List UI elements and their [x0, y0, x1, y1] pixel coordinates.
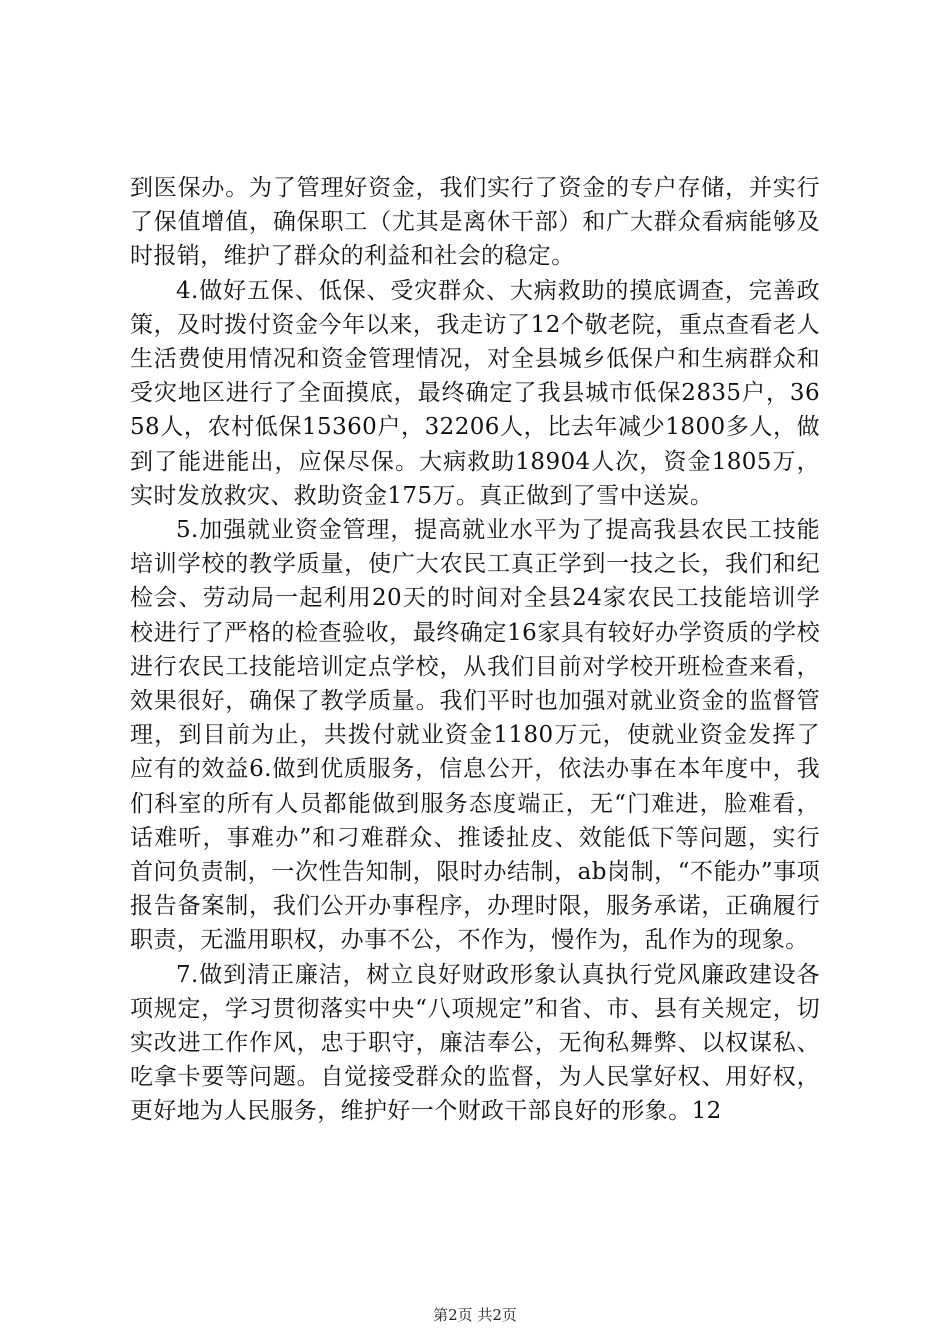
paragraph-item-7: 7.做到清正廉洁，树立良好财政形象认真执行党风廉政建设各项规定，学习贯彻落实中央“八项规定”和省、市、县有关规定，切实改进工作作风，忠于职守，廉洁奉公，无徇私舞弊、以权谋私、吃拿卡要等问题。自觉接受群众的监督，为人民掌好权、用好权，更好地为人民服务，维护好一个财政干部良好的形象。12	[130, 961, 820, 1125]
page-number-footer: 第2页 共2页	[433, 1306, 517, 1324]
paragraph-continuation: 到医保办。为了管理好资金，我们实行了资金的专户存储，并实行了保值增值，确保职工（尤其是离休干部）和广大群众看病能够及时报销，维护了群众的利益和社会的稳定。	[130, 175, 820, 270]
paragraph-item-5: 5.加强就业资金管理，提高就业水平为了提高我县农民工技能培训学校的教学质量，使广大农民工真正学到一技之长，我们和纪检会、劳动局一起利用20天的时间对全县24家农民工技能培训学校进行了严格的检查验收，最终确定16家具有较好办学资质的学校进行农民工技能培训定点学校，从我们目前对学校开班检查来看，效果很好，确保了教学质量。我们平时也加强对就业资金的监督管理，到目前为止，共拨付就业资金1180万元，使就业资金发挥了应有的效益6.做到优质服务，信息公开，依法办事在本年度中，我们科室的所有人员都能做到服务态度端正，无“门难进，脸难看，话难听，事难办”和刁难群众、推诿扯皮、效能低下等问题，实行首问负责制，一次性告知制，限时办结制，ab岗制，“不能办”事项报告备案制，我们公开办事程序，办理时限，服务承诺，正确履行职责，无滥用职权，办事不公，不作为，慢作为，乱作为的现象。	[130, 517, 820, 954]
document-body	[130, 171, 820, 1129]
paragraph-item-4: 4.做好五保、低保、受灾群众、大病救助的摸底调查，完善政策，及时拨付资金今年以来，我走访了12个敬老院，重点查看老人生活费使用情况和资金管理情况，对全县城乡低保户和生病群众和受灾地区进行了全面摸底，最终确定了我县城市低保2835户，3658人，农村低保15360户，32206人，比去年减少1800多人，做到了能进能出，应保尽保。大病救助18904人次，资金1805万，实时发放救灾、救助资金175万。真正做到了雪中送炭。	[130, 277, 820, 509]
